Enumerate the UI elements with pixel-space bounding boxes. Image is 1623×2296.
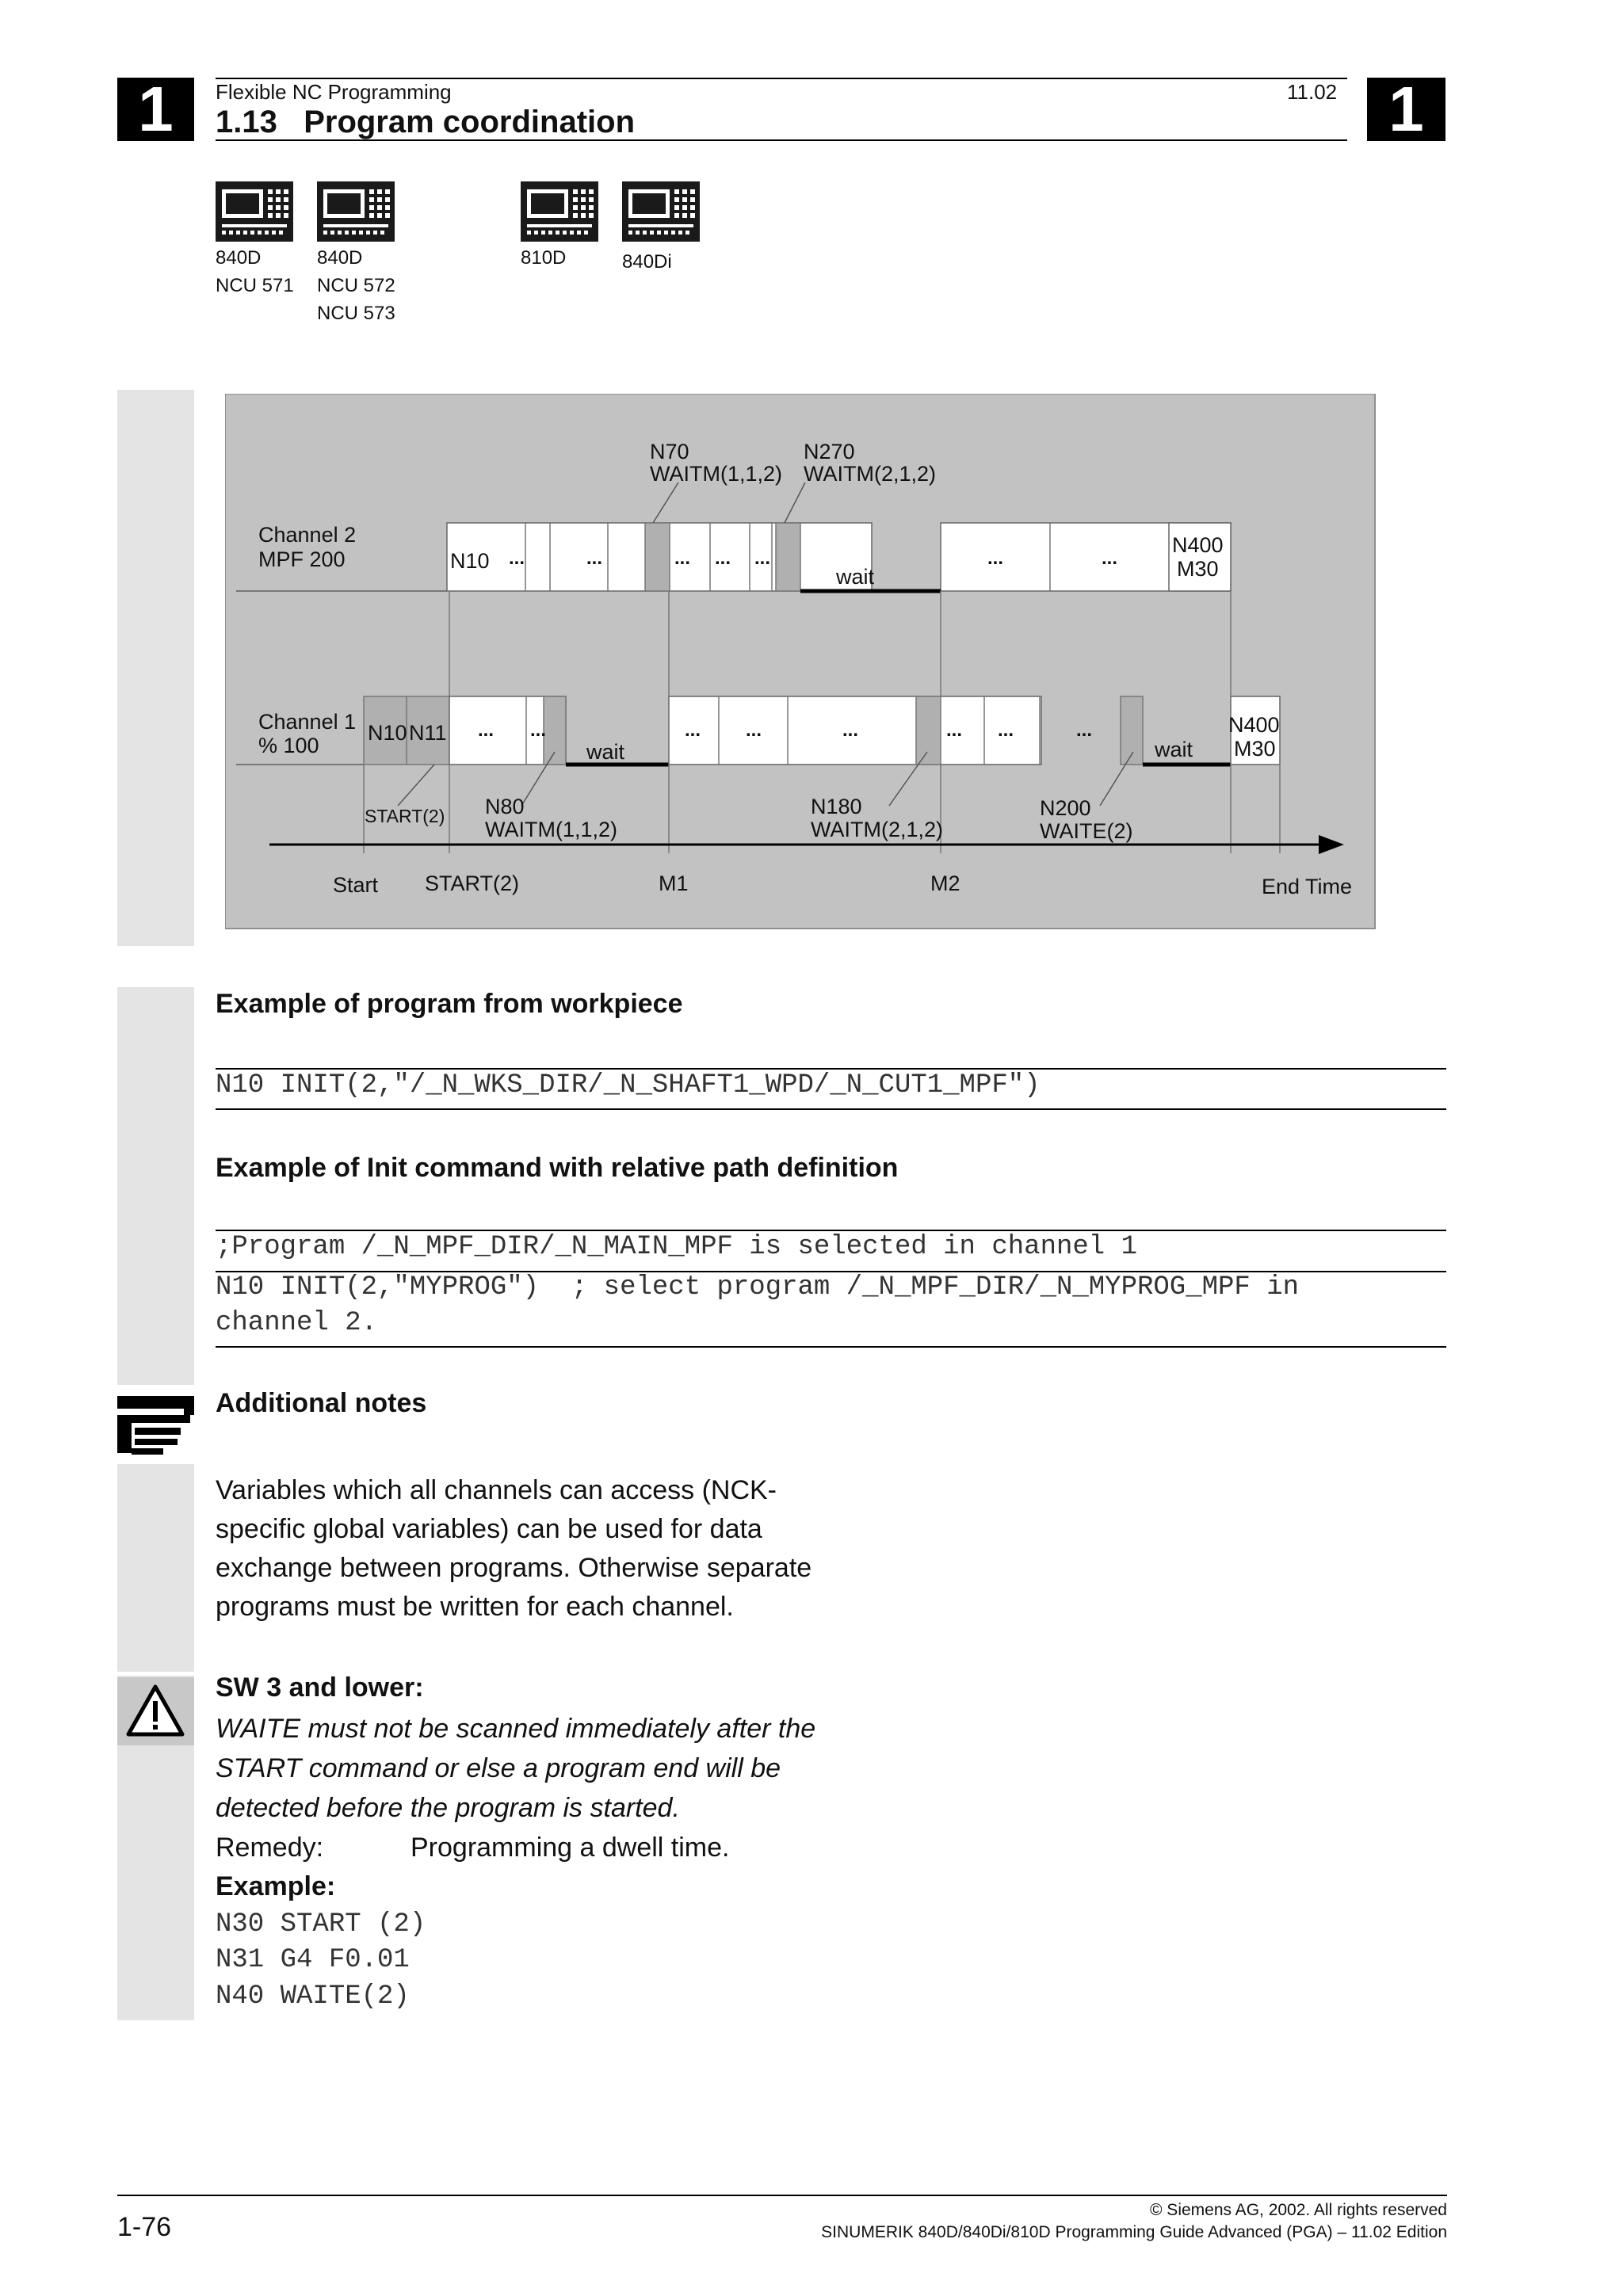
channel1-n400: N400 [1228,713,1280,737]
channel1-dots: ... [746,719,762,741]
channel2-n400: N400 [1172,533,1224,557]
pointing-hand-icon [117,1391,194,1459]
margin-bar-examples [117,987,194,1385]
footer-copyright: © Siemens AG, 2002. All rights reserved [1150,2201,1447,2219]
channel2-dots: ... [509,547,525,569]
control-label-840di: 840Di [622,251,672,273]
channel2-wait: wait [836,565,875,589]
n70-command: WAITM(1,1,2) [650,462,783,486]
warning-code-line1: N30 START (2) [216,1909,426,1939]
program-coordination-diagram [225,394,1376,929]
channel1-dots: ... [842,719,859,741]
example1-title: Example of program from workpiece [216,989,683,1019]
channel1-dots: ... [946,719,963,741]
channel1-name: Channel 1 [258,710,357,734]
channel2-dots: ... [586,547,603,569]
channel1-dots: ... [998,719,1014,741]
axis-start: Start [333,873,379,897]
n270-label: N270 [804,440,855,463]
example2-code-line1: ;Program /_N_MPF_DIR/_N_MAIN_MPF is selected in channel 1 [216,1232,1137,1262]
n80-command: WAITM(1,1,2) [485,818,618,841]
example1-rule-top [216,1068,1446,1070]
control-label-810d: 810D [521,247,567,269]
example2-title: Example of Init command with relative path definition [216,1153,899,1183]
channel1-n10: N10 [368,721,407,745]
channel2-dots: ... [754,547,771,569]
example2-rule-top [216,1230,1446,1231]
channel2-dots: ... [1102,547,1118,569]
channel2-dots: ... [987,547,1004,569]
axis-m2: M2 [930,871,960,895]
warning-code-line2: N31 G4 F0.01 [216,1945,410,1975]
section-title: Flexible NC Programming [216,80,452,104]
channel2-name: Channel 2 [258,523,357,547]
n200-label: N200 [1040,796,1091,820]
example-label: Example: [216,1871,336,1901]
example2-code-line2: N10 INIT(2,"MYPROG") ; select program /_N_MPF_DIR/_N_MYPROG_MPF in [216,1272,1300,1302]
example1-code: N10 INIT(2,"/_N_WKS_DIR/_N_SHAFT1_WPD/_N_CUT1_MPF") [216,1070,1041,1100]
channel1-m30: M30 [1234,737,1276,761]
channel2-dots: ... [674,547,691,569]
control-monitor-icon [317,181,395,242]
channel1-dots: ... [530,719,547,741]
n70-label: N70 [650,440,689,463]
control-monitor-icon [622,181,700,242]
axis-m1: M1 [659,871,689,895]
control-monitor-icon [521,181,598,242]
channel1-program: % 100 [258,734,319,757]
control-monitor-icon [216,181,293,242]
warning-italic-text: WAITE must not be scanned immediately after the START command or else a program end will be detected before the program is started. [216,1714,816,1823]
channel1-wait: wait [586,740,625,764]
margin-bar-notes [117,1464,194,1672]
chapter-number-right: 1 [1367,78,1445,141]
channel1-dots: ... [685,719,701,741]
warning-title: SW 3 and lower: [216,1672,424,1703]
channel1-dots: ... [1076,719,1093,741]
remedy-text: Programming a dwell time. [411,1833,730,1863]
page-number: 1-76 [117,2212,172,2242]
axis-start2: START(2) [425,871,520,895]
channel2-dots: ... [715,547,731,569]
control-label-840d-ncu571: 840D NCU 571 [216,247,294,296]
channel1-n11: N11 [409,721,447,745]
n180-command: WAITM(2,1,2) [811,818,944,841]
channel1-dots: ... [478,719,495,741]
n180-label: N180 [811,795,862,818]
footer-rule [117,2195,1447,2196]
notes-title: Additional notes [216,1388,427,1418]
notes-paragraph: Variables which all channels can access (NCK- specific global variables) can be used for data exchange between programs. Otherwise separate programs must be written for each channel. [216,1475,812,1622]
warning-triangle-icon [117,1677,194,1745]
n80-label: N80 [485,795,525,818]
remedy-label: Remedy: [216,1833,324,1863]
control-label-840d-ncu572: 840D NCU 572 NCU 573 [317,247,395,324]
start2-callout: START(2) [365,806,445,826]
example2-rule-bottom [216,1346,1446,1348]
channel2-m30: M30 [1177,557,1219,581]
margin-bar-diagram [117,390,194,946]
chapter-number-left: 1 [117,78,194,141]
example1-rule-bottom [216,1108,1446,1110]
channel2-program: MPF 200 [258,547,346,571]
warning-code-line3: N40 WAITE(2) [216,1981,410,2012]
channel2-n10: N10 [450,549,490,573]
channel1-wait: wait [1155,738,1193,761]
header-top-rule [216,78,1347,79]
header-bottom-rule [216,139,1347,141]
axis-end-time: End Time [1262,875,1353,898]
example2-code-line3: channel 2. [216,1308,378,1338]
version-label: 11.02 [1287,80,1338,104]
n270-command: WAITM(2,1,2) [804,462,937,486]
footer-edition: SINUMERIK 840D/840Di/810D Programming Guide Advanced (PGA) – 11.02 Edition [821,2223,1447,2241]
page-heading: 1.13 Program coordination [216,105,636,139]
n200-command: WAITE(2) [1040,819,1133,843]
